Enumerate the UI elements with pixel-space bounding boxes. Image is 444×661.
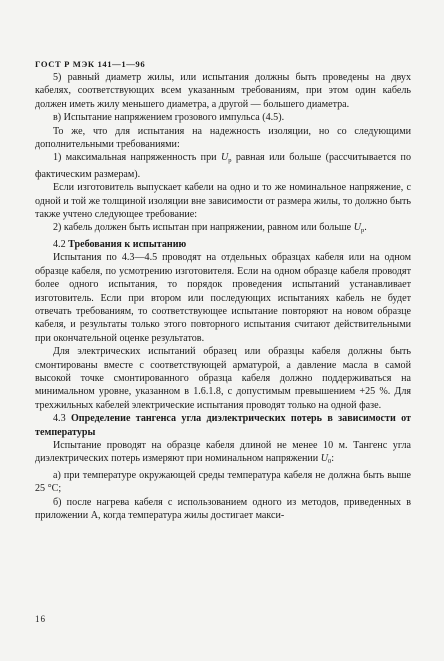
- paragraph: [35, 151, 411, 181]
- paragraph: [35, 439, 411, 469]
- symbol-subscript: 0: [328, 458, 332, 466]
- list-item: а) при температуре окружающей среды температура кабеля не должна быть выше 25 °С;: [35, 469, 411, 495]
- section-heading-4-3: [35, 412, 411, 439]
- document-header: ГОСТ Р МЭК 141—1—96: [35, 59, 146, 69]
- text-run: 1) максимальная напряженность при: [53, 152, 217, 164]
- symbol-subscript: р: [228, 157, 232, 165]
- paragraph: Если изготовитель выпускает кабели на одно и то же номинальное напряжение, с одной и той же толщиной изоляции вне зависимости от размера жилы, то должно быть также учтено следующее требование:: [35, 182, 411, 221]
- text-run: равная или больше (рассчитывается по фактическим размерам).: [35, 152, 412, 180]
- paragraph: Для электрических испытаний образец или образцы кабеля должны быть смонтированы вместе с соответствующей арматурой, а давление масла в самой высокой точке смонтированного образца кабеля должно поддерживаться на минимальном уровне, указанном в 1.6.1.8, с допустимым превышением +25 %. Для трехжильных кабелей электрические испытания проводят только на одной фазе.: [35, 346, 411, 411]
- section-title: Требования к испытанию: [68, 238, 187, 250]
- symbol-u: U: [353, 222, 361, 234]
- text-run: :: [331, 453, 335, 465]
- paragraph: То же, что для испытания на надежность изоляции, но со следующими дополнительными требованиями:: [35, 125, 411, 151]
- list-item: б) после нагрева кабеля с использованием одного из методов, приведенных в приложении А, когда температура жилы достигает макси-: [35, 496, 411, 521]
- text-run: .: [364, 222, 367, 234]
- text-run: Испытание проводят на образце кабеля длиной не менее 10 м. Тангенс угла диэлектрических потерь измеряют при номинальном напряжении: [35, 439, 411, 465]
- symbol-subscript: р: [360, 227, 365, 235]
- symbol-u: U: [220, 152, 229, 164]
- text-run: 2) кабель должен быть испытан при напряжении, равном или больше: [53, 222, 352, 234]
- paragraph: Испытания по 4.3—4.5 проводят на отдельных образцах кабеля или на одном образце кабеля, по усмотрению изготовителя. Если на одном образце кабеля проводят более одного испытания, то порядок проведения испытаний устанавливает изготовитель. Если при втором или последующих испытаниях кабель не будет отвечать требованиям, то соответствующее испытание повторяют на новом образце кабеля, и результаты только этого повторного испытания считают действительными при окончательной оценке результатов.: [35, 252, 411, 344]
- section-title: Определение тангенса угла диэлектрических потерь в зависимости от температуры: [35, 413, 411, 438]
- paragraph: 5) равный диаметр жилы, или испытания должны быть проведены на двух кабелях, соответствующих всем указанным требованиям, при этом один кабель должен иметь жилу меньшего диаметра, а другой — большего диаметра.: [35, 72, 411, 110]
- symbol-u: U: [320, 453, 329, 465]
- document-body: [35, 71, 411, 522]
- section-number: 4.2: [53, 238, 66, 250]
- section-number: 4.3: [53, 413, 66, 425]
- section-heading-4-2: [35, 238, 411, 251]
- paragraph: [35, 221, 411, 237]
- paragraph: в) Испытание напряжением грозового импульса (4.5).: [53, 112, 285, 124]
- page-number: 16: [35, 614, 46, 624]
